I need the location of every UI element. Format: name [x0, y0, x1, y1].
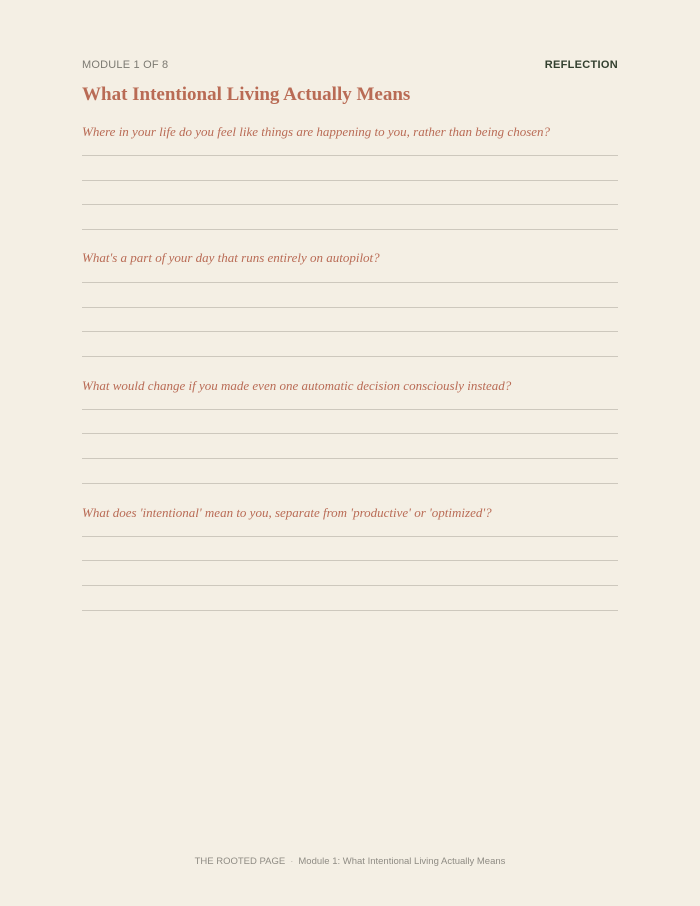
page-header: [82, 59, 618, 75]
writing-line: [82, 155, 618, 156]
writing-line: [82, 331, 618, 332]
writing-line: [82, 180, 618, 181]
writing-line: [82, 282, 618, 283]
worksheet-page: [82, 0, 618, 906]
module-indicator: MODULE 1 OF 8: [82, 59, 169, 71]
page-title: What Intentional Living Actually Means: [82, 84, 411, 105]
writing-line: [82, 433, 618, 434]
question-prompt: What's a part of your day that runs entirely on autopilot?: [82, 250, 380, 265]
writing-line: [82, 483, 618, 484]
footer-separator: ·: [290, 856, 294, 867]
page-footer: [0, 856, 700, 867]
footer-brand: THE ROOTED PAGE: [194, 856, 286, 867]
writing-line: [82, 560, 618, 561]
writing-line: [82, 229, 618, 230]
question-prompt: What does 'intentional' mean to you, separate from 'productive' or 'optimized'?: [82, 505, 492, 520]
question-prompt: Where in your life do you feel like things are happening to you, rather than being chosen?: [82, 124, 551, 139]
writing-line: [82, 204, 618, 205]
writing-line: [82, 307, 618, 308]
section-label: REFLECTION: [544, 59, 618, 71]
writing-line: [82, 610, 618, 611]
writing-line: [82, 458, 618, 459]
question-prompt: What would change if you made even one automatic decision consciously instead?: [82, 378, 512, 393]
writing-line: [82, 536, 618, 537]
writing-line: [82, 585, 618, 586]
footer-module-title: Module 1: What Intentional Living Actually Means: [298, 856, 506, 867]
writing-line: [82, 409, 618, 410]
writing-line: [82, 356, 618, 357]
